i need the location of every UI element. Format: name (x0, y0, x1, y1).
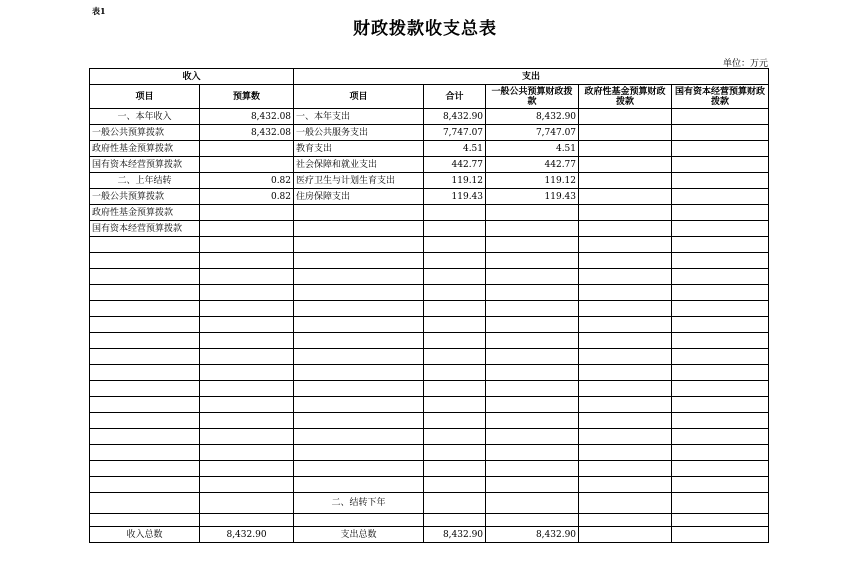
empty-cell (579, 461, 672, 477)
income-value-cell (200, 141, 294, 157)
empty-cell (294, 429, 424, 445)
empty-cell (486, 477, 579, 493)
empty-cell (579, 381, 672, 397)
empty-cell (486, 493, 579, 514)
income-item-cell: 国有资本经营预算拨款 (90, 157, 200, 173)
empty-cell (672, 285, 769, 301)
empty-cell (579, 477, 672, 493)
header-row-1 (90, 69, 769, 85)
expense-total-cell: 7,747.07 (424, 125, 486, 141)
empty-cell (579, 527, 672, 543)
empty-cell (672, 429, 769, 445)
empty-cell (486, 285, 579, 301)
empty-cell (672, 527, 769, 543)
empty-cell (486, 349, 579, 365)
expense-total-cell: 8,432.90 (424, 109, 486, 125)
empty-cell (294, 397, 424, 413)
empty-cell (424, 301, 486, 317)
empty-cell (90, 381, 200, 397)
expense-gov-fund-cell (579, 173, 672, 189)
empty-cell (90, 285, 200, 301)
empty-cell (200, 445, 294, 461)
empty-cell (294, 461, 424, 477)
expense-state-capital-cell (672, 189, 769, 205)
empty-cell (579, 365, 672, 381)
header-row-2 (90, 85, 769, 109)
empty-cell (486, 514, 579, 527)
col-expense-item: 项目 (294, 85, 424, 109)
table-row (90, 109, 769, 125)
empty-cell (424, 397, 486, 413)
empty-row (90, 413, 769, 429)
income-header: 收入 (90, 69, 294, 85)
empty-row (90, 397, 769, 413)
expense-total-cell (424, 205, 486, 221)
empty-cell (579, 285, 672, 301)
empty-cell (200, 317, 294, 333)
empty-cell (200, 269, 294, 285)
empty-cell (200, 461, 294, 477)
table-row (90, 141, 769, 157)
empty-cell (90, 493, 200, 514)
expense-general-cell (486, 221, 579, 237)
carry-over-label: 二、结转下年 (294, 493, 424, 514)
empty-cell (424, 349, 486, 365)
expense-total-cell: 119.12 (424, 173, 486, 189)
expense-item-cell: 教育支出 (294, 141, 424, 157)
income-total-label: 收入总数 (90, 527, 200, 543)
empty-cell (579, 237, 672, 253)
empty-cell (579, 445, 672, 461)
income-item-cell: 一般公共预算拨款 (90, 125, 200, 141)
expense-general-cell: 442.77 (486, 157, 579, 173)
income-value-cell (200, 205, 294, 221)
empty-cell (294, 514, 424, 527)
expense-general-cell: 8,432.90 (486, 109, 579, 125)
empty-cell (672, 397, 769, 413)
empty-cell (672, 317, 769, 333)
empty-cell (579, 333, 672, 349)
unit-label: 单位：万元 (722, 59, 768, 69)
empty-cell (200, 413, 294, 429)
expense-total-cell (424, 221, 486, 237)
empty-cell (200, 301, 294, 317)
empty-cell (90, 237, 200, 253)
expense-state-capital-cell (672, 173, 769, 189)
empty-cell (294, 269, 424, 285)
empty-cell (486, 301, 579, 317)
budget-table (89, 68, 769, 543)
empty-cell (486, 413, 579, 429)
income-value-cell: 8,432.08 (200, 109, 294, 125)
empty-cell (672, 333, 769, 349)
income-item-cell: 一、本年收入 (90, 109, 200, 125)
empty-cell (579, 493, 672, 514)
empty-row (90, 381, 769, 397)
income-item-cell: 政府性基金预算拨款 (90, 141, 200, 157)
income-value-cell (200, 221, 294, 237)
expense-general-cell: 119.43 (486, 189, 579, 205)
expense-state-capital-cell (672, 157, 769, 173)
expense-total-label: 支出总数 (294, 527, 424, 543)
expense-total-cell: 4.51 (424, 141, 486, 157)
expense-gov-fund-cell (579, 205, 672, 221)
expense-state-capital-cell (672, 141, 769, 157)
empty-cell (90, 269, 200, 285)
empty-cell (424, 317, 486, 333)
empty-cell (200, 237, 294, 253)
carry-over-row (90, 493, 769, 514)
empty-cell (424, 365, 486, 381)
expense-header: 支出 (294, 69, 769, 85)
expense-state-capital-cell (672, 109, 769, 125)
empty-cell (486, 333, 579, 349)
table-row (90, 189, 769, 205)
empty-cell (200, 365, 294, 381)
empty-cell (294, 413, 424, 429)
empty-row (90, 317, 769, 333)
empty-cell (579, 397, 672, 413)
empty-cell (294, 349, 424, 365)
empty-cell (424, 477, 486, 493)
expense-state-capital-cell (672, 125, 769, 141)
empty-cell (672, 253, 769, 269)
table-row (90, 125, 769, 141)
empty-cell (294, 365, 424, 381)
empty-cell (90, 349, 200, 365)
totals-row (90, 527, 769, 543)
empty-cell (424, 461, 486, 477)
expense-state-capital-cell (672, 221, 769, 237)
empty-row (90, 429, 769, 445)
empty-cell (424, 285, 486, 301)
empty-cell (294, 333, 424, 349)
col-budget: 预算数 (200, 85, 294, 109)
income-total-value: 8,432.90 (200, 527, 294, 543)
empty-cell (424, 253, 486, 269)
income-value-cell (200, 157, 294, 173)
empty-cell (200, 349, 294, 365)
empty-row (90, 285, 769, 301)
empty-row (90, 365, 769, 381)
expense-general-cell (486, 205, 579, 221)
expense-gov-fund-cell (579, 141, 672, 157)
empty-cell (672, 269, 769, 285)
empty-cell (200, 397, 294, 413)
empty-cell (579, 413, 672, 429)
empty-cell (90, 397, 200, 413)
empty-cell (672, 301, 769, 317)
empty-cell (424, 429, 486, 445)
income-value-cell: 0.82 (200, 173, 294, 189)
page-title: 财政拨款收支总表 (353, 19, 497, 39)
empty-cell (294, 237, 424, 253)
empty-cell (90, 333, 200, 349)
table-row (90, 221, 769, 237)
empty-cell (672, 349, 769, 365)
empty-cell (672, 413, 769, 429)
empty-cell (672, 493, 769, 514)
empty-cell (579, 349, 672, 365)
empty-row (90, 237, 769, 253)
empty-cell (424, 237, 486, 253)
empty-row (90, 461, 769, 477)
expense-general-cell: 4.51 (486, 141, 579, 157)
empty-cell (486, 365, 579, 381)
empty-cell (90, 253, 200, 269)
income-item-cell: 政府性基金预算拨款 (90, 205, 200, 221)
empty-cell (90, 301, 200, 317)
income-item-cell: 二、上年结转 (90, 173, 200, 189)
col-general: 一般公共预算财政拨款 (486, 85, 579, 109)
empty-cell (294, 301, 424, 317)
expense-state-capital-cell (672, 205, 769, 221)
empty-cell (200, 333, 294, 349)
empty-cell (672, 514, 769, 527)
empty-row (90, 445, 769, 461)
empty-cell (90, 461, 200, 477)
empty-cell (672, 365, 769, 381)
empty-cell (672, 445, 769, 461)
empty-cell (579, 514, 672, 527)
spacer-row (90, 514, 769, 527)
empty-cell (486, 381, 579, 397)
expense-item-cell (294, 221, 424, 237)
empty-cell (294, 253, 424, 269)
expense-general-cell: 119.12 (486, 173, 579, 189)
expense-gov-fund-cell (579, 109, 672, 125)
expense-item-cell: 一、本年支出 (294, 109, 424, 125)
expense-total-cell: 442.77 (424, 157, 486, 173)
table-number: 表1 (92, 6, 106, 16)
empty-cell (200, 493, 294, 514)
expense-item-cell: 一般公共服务支出 (294, 125, 424, 141)
table-row (90, 173, 769, 189)
empty-cell (90, 429, 200, 445)
empty-cell (200, 477, 294, 493)
empty-cell (90, 365, 200, 381)
empty-cell (424, 381, 486, 397)
empty-cell (672, 477, 769, 493)
empty-cell (424, 493, 486, 514)
empty-row (90, 477, 769, 493)
empty-cell (424, 445, 486, 461)
expense-gov-fund-cell (579, 189, 672, 205)
expense-item-cell: 住房保障支出 (294, 189, 424, 205)
expense-item-cell: 社会保障和就业支出 (294, 157, 424, 173)
expense-total-value: 8,432.90 (424, 527, 486, 543)
empty-cell (424, 514, 486, 527)
col-total: 合计 (424, 85, 486, 109)
empty-row (90, 269, 769, 285)
empty-cell (486, 253, 579, 269)
empty-cell (424, 413, 486, 429)
empty-cell (90, 477, 200, 493)
empty-cell (672, 237, 769, 253)
empty-cell (90, 514, 200, 527)
table-row (90, 157, 769, 173)
empty-cell (672, 461, 769, 477)
empty-cell (294, 285, 424, 301)
empty-cell (672, 381, 769, 397)
empty-cell (579, 253, 672, 269)
col-state-capital: 国有资本经营预算财政拨款 (672, 85, 769, 109)
empty-cell (579, 429, 672, 445)
empty-row (90, 333, 769, 349)
empty-row (90, 349, 769, 365)
expense-general-total-value: 8,432.90 (486, 527, 579, 543)
empty-cell (200, 429, 294, 445)
empty-cell (486, 397, 579, 413)
empty-cell (90, 413, 200, 429)
empty-cell (486, 461, 579, 477)
table-row (90, 205, 769, 221)
empty-cell (579, 301, 672, 317)
expense-total-cell: 119.43 (424, 189, 486, 205)
empty-row (90, 253, 769, 269)
empty-cell (424, 333, 486, 349)
empty-cell (486, 445, 579, 461)
empty-cell (424, 269, 486, 285)
expense-gov-fund-cell (579, 221, 672, 237)
empty-cell (486, 317, 579, 333)
empty-cell (200, 514, 294, 527)
expense-item-cell: 医疗卫生与计划生育支出 (294, 173, 424, 189)
col-gov-fund: 政府性基金预算财政拨款 (579, 85, 672, 109)
income-value-cell: 0.82 (200, 189, 294, 205)
empty-cell (579, 317, 672, 333)
empty-cell (90, 317, 200, 333)
empty-cell (486, 429, 579, 445)
empty-cell (294, 317, 424, 333)
empty-cell (90, 445, 200, 461)
income-value-cell: 8,432.08 (200, 125, 294, 141)
expense-item-cell (294, 205, 424, 221)
income-item-cell: 国有资本经营预算拨款 (90, 221, 200, 237)
col-income-item: 项目 (90, 85, 200, 109)
empty-cell (200, 253, 294, 269)
empty-cell (486, 269, 579, 285)
empty-cell (294, 381, 424, 397)
expense-gov-fund-cell (579, 157, 672, 173)
empty-cell (579, 269, 672, 285)
empty-cell (200, 381, 294, 397)
income-item-cell: 一般公共预算拨款 (90, 189, 200, 205)
empty-cell (486, 237, 579, 253)
empty-row (90, 301, 769, 317)
empty-cell (200, 285, 294, 301)
empty-cell (294, 477, 424, 493)
empty-cell (294, 445, 424, 461)
expense-general-cell: 7,747.07 (486, 125, 579, 141)
expense-gov-fund-cell (579, 125, 672, 141)
